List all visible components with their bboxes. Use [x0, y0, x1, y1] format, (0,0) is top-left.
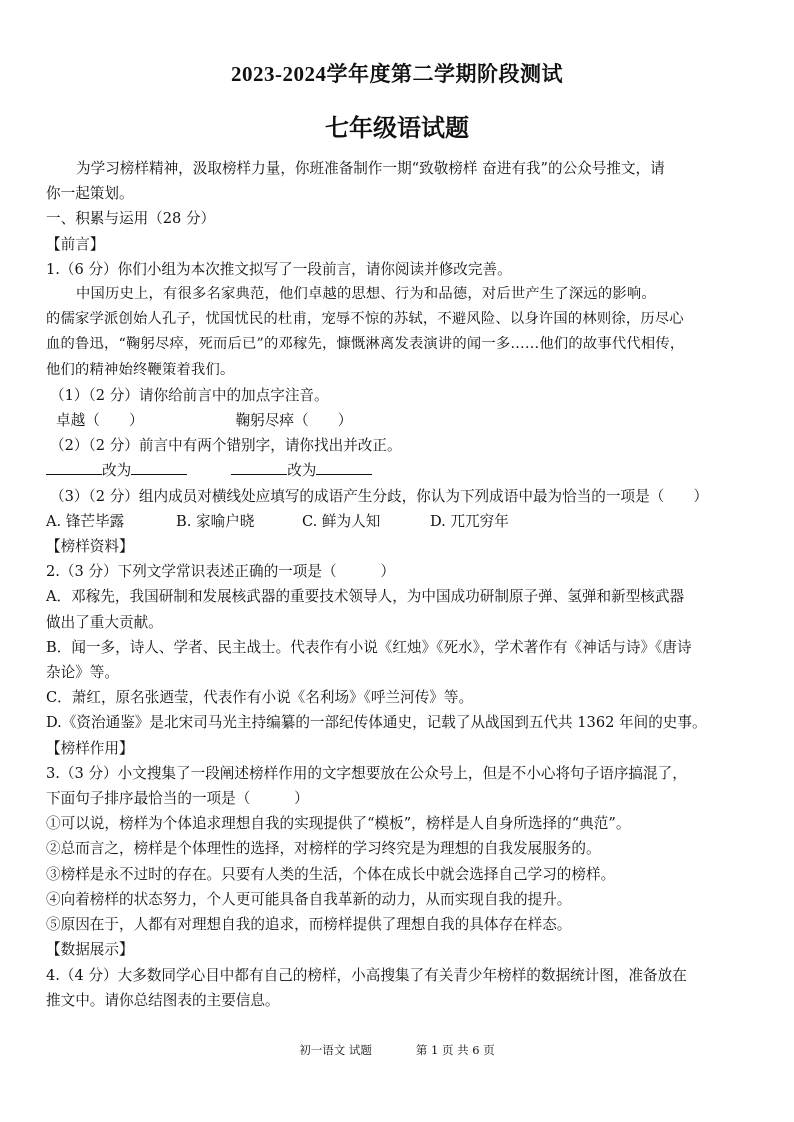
sentence-item: ⑤原因在于，人都有对理想自我的追求，而榜样提供了理想自我的具体存在样态。	[46, 916, 572, 934]
preface-paragraph: 中国历史上，有很多名家典范，他们卓越的思想、行为和品德，对后世产生了深远的影响。	[76, 286, 656, 303]
section-tag-data: 【数据展示】	[46, 941, 134, 959]
question-3: 3.（3 分）小文搜集了一段阐述榜样作用的文字想要放在公众号上，但是不小心将句子语序搞混了，	[46, 764, 687, 782]
question-1-3: （3）（2 分）组内成员对横线处应填写的成语产生分歧，你认为下列成语中最为恰当的一项是（ ）	[50, 487, 709, 505]
footer-subject: 初一语文 试题	[299, 1043, 372, 1057]
intro-line: 为学习榜样精神，汲取榜样力量，你班准备制作一期“致敬榜样 奋进有我”的公众号推文，请	[76, 160, 665, 177]
option-b-cont: 杂论》等。	[46, 664, 119, 682]
option: B. 家喻户晓	[176, 512, 255, 530]
option-d: D.《资治通鉴》是北宋司马光主持编纂的一部纪传体通史，记载了从战国到五代共 1362 年间的史事。	[46, 714, 707, 732]
pinyin-item: 鞠躬尽瘁（ ）	[235, 412, 353, 430]
question-4: 4.（4 分）大多数同学心目中都有自己的榜样，小高搜集了有关青少年榜样的数据统计图，准备放在	[46, 966, 687, 984]
answer-blank[interactable]	[46, 460, 102, 475]
page-footer	[0, 1042, 794, 1058]
footer-page-number: 第 1 页 共 6 页	[415, 1043, 495, 1057]
option-a: A．邓稼先，我国研制和发展核武器的重要技术领导人，为中国成功研制原子弹、氢弹和新型核武器	[46, 588, 685, 606]
intro-line: 你一起策划。	[46, 185, 134, 203]
section-tag-materials: 【榜样资料】	[46, 538, 134, 556]
sentence-item: ③榜样是永不过时的存在。只要有人类的生活，个体在成长中就会选择自己学习的榜样。	[46, 865, 616, 883]
question-1: 1.（6 分）你们小组为本次推文拟写了一段前言，请你阅读并修改完善。	[46, 260, 512, 278]
preface-paragraph: 的儒家学派创始人孔子，忧国忧民的杜甫，宠辱不惊的苏轼，不避风险、以身许国的林则徐，历尽心	[46, 311, 684, 328]
option-b: B．闻一多，诗人、学者、民主战士。代表作有小说《红烛》《死水》，学术著作有《神话与诗》《唐诗	[46, 638, 692, 656]
sentence-item: ①可以说，榜样为个体追求理想自我的实现提供了“模板”，榜样是人自身所选择的“典范”。	[46, 815, 631, 833]
options-row	[46, 509, 746, 534]
answer-blank[interactable]	[316, 460, 372, 475]
question-3-cont: 下面句子排序最恰当的一项是（ ）	[46, 790, 309, 808]
exam-content	[46, 156, 746, 1013]
option-a-cont: 做出了重大贡献。	[46, 613, 163, 631]
exam-title: 2023-2024学年度第二学期阶段测试	[231, 62, 563, 86]
question-1-2: （2）（2 分）前言中有两个错别字，请你找出并改正。	[50, 437, 402, 455]
preface-paragraph: 他们的精神始终鞭策着我们。	[46, 361, 235, 378]
option-c: C．萧红，原名张迺莹，代表作有小说《名利场》《呼兰河传》等。	[46, 689, 474, 707]
question-2: 2.（3 分）下列文学常识表述正确的一项是（ ）	[46, 563, 395, 581]
answer-blank[interactable]	[131, 460, 187, 475]
preface-paragraph: 血的鲁迅，“鞠躬尽瘁，死而后已”的邓稼先，慷慨淋离发表演讲的闻一多……他们的故事代代相传，	[46, 336, 685, 353]
pinyin-item: 卓越（ ）	[56, 412, 144, 430]
pinyin-row	[46, 408, 746, 433]
exam-subtitle: 七年级语试题	[325, 116, 469, 142]
question-1-1: （1）（2 分）请你给前言中的加点字注音。	[50, 386, 329, 404]
change-label: 改为	[102, 462, 132, 480]
answer-blank[interactable]	[231, 460, 287, 475]
option: C. 鲜为人知	[302, 512, 381, 530]
change-label: 改为	[287, 462, 317, 480]
correction-row	[46, 458, 746, 483]
section-tag-preface: 【前言】	[46, 235, 105, 253]
question-4-cont: 推文中。请你总结图表的主要信息。	[46, 991, 280, 1009]
section-tag-effect: 【榜样作用】	[46, 739, 134, 757]
option: A. 锋芒毕露	[46, 512, 125, 530]
section-heading: 一、积累与运用（28 分）	[46, 210, 216, 228]
sentence-item: ④向着榜样的状态努力，个人更可能具备自我革新的动力，从而实现自我的提升。	[46, 890, 572, 908]
option: D. 兀兀穷年	[430, 512, 509, 530]
sentence-item: ②总而言之，榜样是个体理性的选择，对榜样的学习终究是为理想的自我发展服务的。	[46, 840, 601, 858]
